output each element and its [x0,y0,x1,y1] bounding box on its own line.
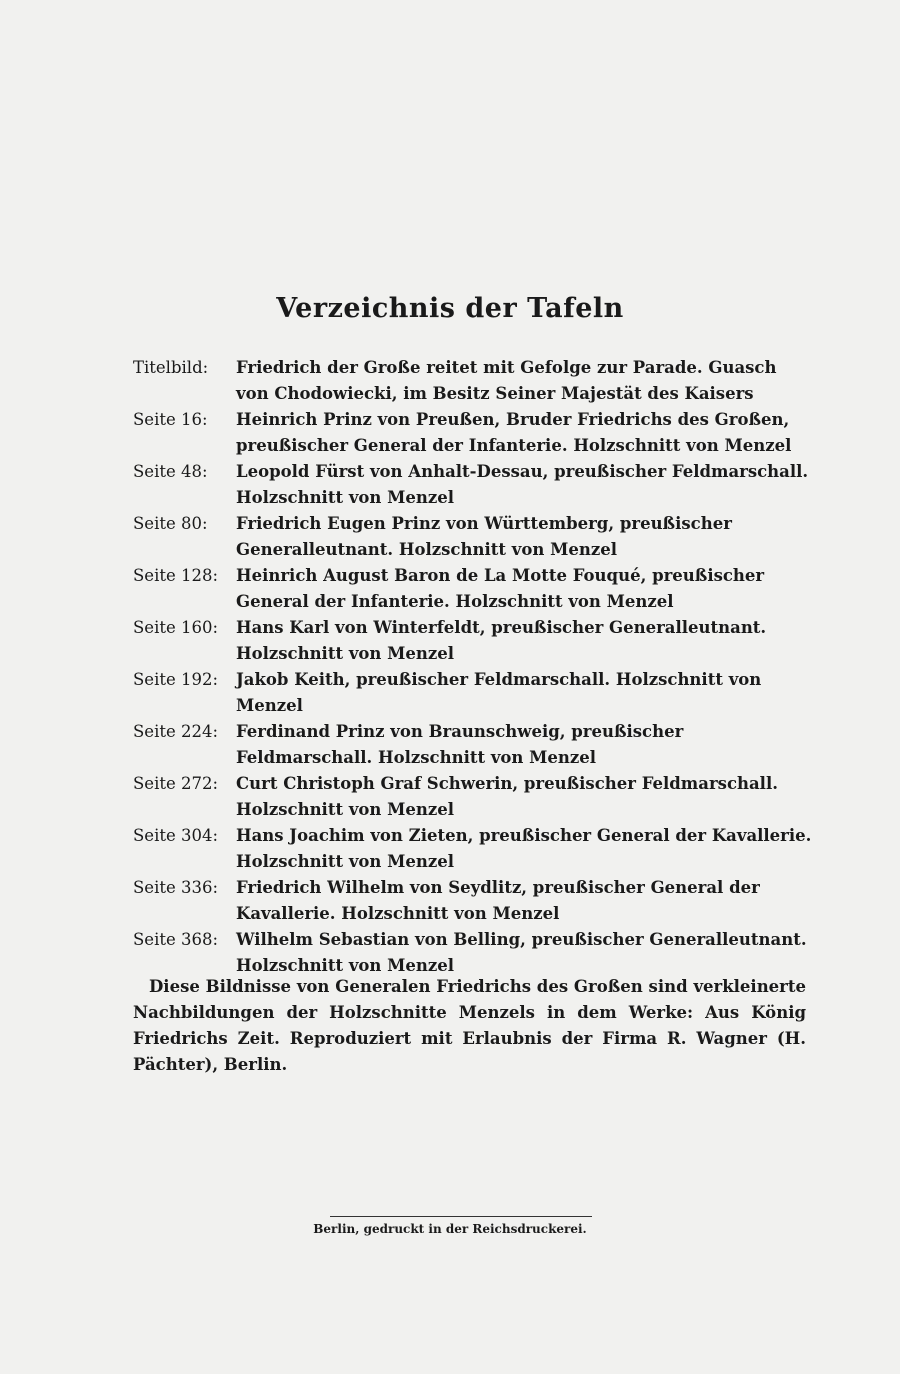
entry-label: Seite 48: [133,462,208,481]
entry-text: Leopold Fürst von Anhalt-Dessau, preußischer Feldmarschall. Holzschnitt von Menzel [236,462,809,507]
entry-text: Friedrich Wilhelm von Seydlitz, preußischer General der Kavallerie. Holzschnitt von Menzel [236,878,760,923]
entry-text: Hans Joachim von Zieten, preußischer General der Kavallerie. Holzschnitt von Menzel [236,826,812,871]
list-item [133,407,813,459]
entry-label: Seite 80: [133,514,208,533]
entry-text: Ferdinand Prinz von Braunschweig, preußischer Feldmarschall. Holzschnitt von Menzel [236,722,684,767]
list-item [133,563,813,615]
list-item [133,511,813,563]
list-item [133,667,813,719]
plates-list [133,355,813,979]
list-item [133,771,813,823]
entry-text: Heinrich Prinz von Preußen, Bruder Friedrichs des Großen, preußischer General der Infanterie. Holzschnitt von Menzel [236,410,792,455]
reproduction-note: Diese Bildnisse von Generalen Friedrichs des Großen sind verkleinerte Nachbildungen der Holzschnitte Menzels in dem Werke: Aus König Friedrichs Zeit. Reproduziert mit Erlaubnis der Firma R. Wagner (H. Pächter), Berlin. [133,977,806,1074]
entry-label: Seite 128: [133,566,219,585]
printer-imprint: Berlin, gedruckt in der Reichsdruckerei. [313,1222,587,1236]
entry-label: Seite 192: [133,670,219,689]
entry-text: Friedrich Eugen Prinz von Württemberg, preußischer Generalleutnant. Holzschnitt von Menzel [236,514,732,559]
list-item [133,823,813,875]
list-item [133,615,813,667]
entry-text: Jakob Keith, preußischer Feldmarschall. Holzschnitt von Menzel [236,670,762,715]
entry-label: Titelbild: [133,358,209,377]
list-item [133,355,813,407]
entry-label: Seite 272: [133,774,219,793]
entry-label: Seite 16: [133,410,208,429]
entry-label: Seite 224: [133,722,219,741]
list-item [133,927,813,979]
page-title: Verzeichnis der Tafeln [276,293,624,324]
list-item [133,459,813,511]
entry-text: Heinrich August Baron de La Motte Fouqué, preußischer General der Infanterie. Holzschnitt von Menzel [236,566,765,611]
list-item [133,719,813,771]
entry-label: Seite 304: [133,826,219,845]
footer-divider [330,1216,592,1217]
entry-text: Friedrich der Große reitet mit Gefolge zur Parade. Guasch von Chodowiecki, im Besitz Seiner Majestät des Kaisers [236,358,777,403]
entry-label: Seite 160: [133,618,219,637]
entry-text: Hans Karl von Winterfeldt, preußischer Generalleutnant. Holzschnitt von Menzel [236,618,767,663]
list-item [133,875,813,927]
entry-label: Seite 368: [133,930,219,949]
entry-text: Wilhelm Sebastian von Belling, preußischer Generalleutnant. Holzschnitt von Menzel [236,930,807,975]
entry-text: Curt Christoph Graf Schwerin, preußischer Feldmarschall. Holzschnitt von Menzel [236,774,778,819]
entry-label: Seite 336: [133,878,219,897]
